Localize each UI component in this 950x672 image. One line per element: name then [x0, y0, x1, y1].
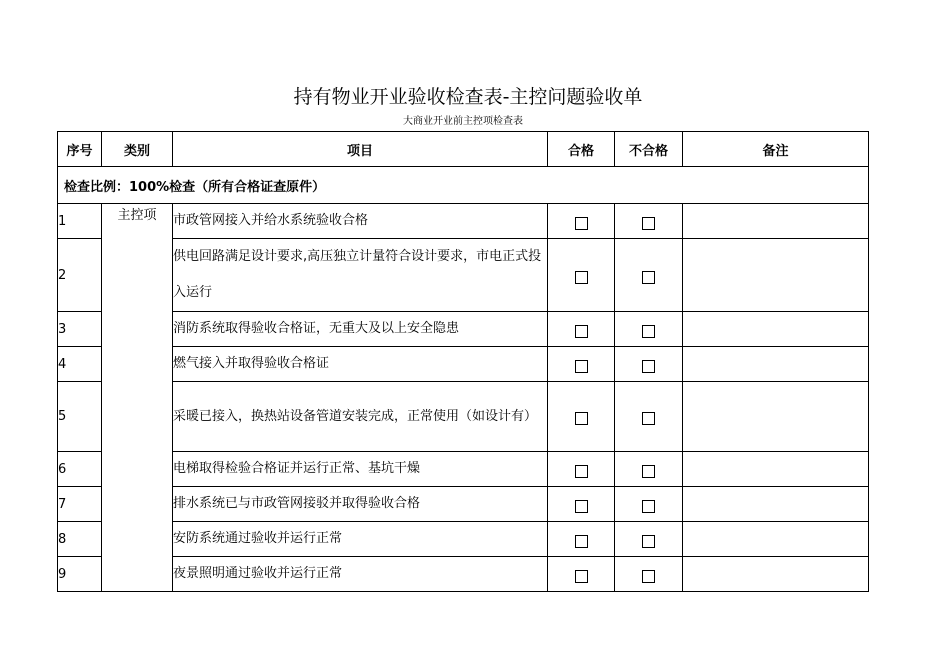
remark-cell[interactable]: [683, 347, 869, 382]
fail-checkbox[interactable]: [642, 412, 655, 425]
remark-cell[interactable]: [683, 522, 869, 557]
fail-cell: [615, 452, 683, 487]
fail-cell: [615, 382, 683, 452]
fail-checkbox[interactable]: [642, 271, 655, 284]
remark-cell[interactable]: [683, 312, 869, 347]
table-row: [58, 239, 869, 312]
row-number: 5: [58, 382, 102, 452]
pass-checkbox[interactable]: [575, 535, 588, 548]
pass-cell: [548, 239, 615, 312]
pass-cell: [548, 347, 615, 382]
remark-cell[interactable]: [683, 204, 869, 239]
fail-cell: [615, 312, 683, 347]
pass-checkbox[interactable]: [575, 412, 588, 425]
table-row: [58, 487, 869, 522]
table-row: [58, 312, 869, 347]
pass-cell: [548, 204, 615, 239]
fail-checkbox[interactable]: [642, 500, 655, 513]
remark-cell[interactable]: [683, 557, 869, 592]
pass-checkbox[interactable]: [575, 325, 588, 338]
remark-cell[interactable]: [683, 239, 869, 312]
header-pass: 合格: [548, 132, 615, 167]
table-row: [58, 522, 869, 557]
pass-checkbox[interactable]: [575, 271, 588, 284]
fail-cell: [615, 522, 683, 557]
pass-cell: [548, 452, 615, 487]
row-number: 6: [58, 452, 102, 487]
pass-cell: [548, 522, 615, 557]
fail-checkbox[interactable]: [642, 465, 655, 478]
fail-checkbox[interactable]: [642, 325, 655, 338]
table-row: [58, 452, 869, 487]
pass-checkbox[interactable]: [575, 217, 588, 230]
item-text: 供电回路满足设计要求,高压独立计量符合设计要求，市电正式投入运行: [173, 239, 548, 312]
document-subtitle: 大商业开业前主控项检查表: [403, 116, 523, 127]
table-row: [58, 204, 869, 239]
header-fail: 不合格: [615, 132, 683, 167]
table-row: [58, 382, 869, 452]
inspection-note: 检查比例：100%检查（所有合格证查原件）: [58, 167, 869, 204]
header-row: [58, 132, 869, 167]
fail-checkbox[interactable]: [642, 570, 655, 583]
fail-cell: [615, 557, 683, 592]
pass-checkbox[interactable]: [575, 465, 588, 478]
row-number: 8: [58, 522, 102, 557]
fail-cell: [615, 204, 683, 239]
item-text: 市政管网接入并给水系统验收合格: [173, 204, 548, 239]
header-item: 项目: [173, 132, 548, 167]
checklist-table: [57, 131, 869, 592]
item-text: 安防系统通过验收并运行正常: [173, 522, 548, 557]
row-number: 7: [58, 487, 102, 522]
fail-checkbox[interactable]: [642, 217, 655, 230]
fail-checkbox[interactable]: [642, 360, 655, 373]
pass-checkbox[interactable]: [575, 360, 588, 373]
remark-cell[interactable]: [683, 452, 869, 487]
row-number: 9: [58, 557, 102, 592]
pass-cell: [548, 312, 615, 347]
header-category: 类别: [102, 132, 173, 167]
pass-cell: [548, 487, 615, 522]
pass-checkbox[interactable]: [575, 570, 588, 583]
pass-cell: [548, 382, 615, 452]
document-title: 持有物业开业验收检查表-主控问题验收单: [293, 86, 643, 108]
category-cell: 主控项: [102, 204, 173, 592]
item-text: 消防系统取得验收合格证，无重大及以上安全隐患: [173, 312, 548, 347]
pass-cell: [548, 557, 615, 592]
pass-checkbox[interactable]: [575, 500, 588, 513]
row-number: 3: [58, 312, 102, 347]
header-seq: 序号: [58, 132, 102, 167]
item-text: 电梯取得检验合格证并运行正常、基坑干燥: [173, 452, 548, 487]
remark-cell[interactable]: [683, 487, 869, 522]
row-number: 2: [58, 239, 102, 312]
row-number: 4: [58, 347, 102, 382]
item-text: 夜景照明通过验收并运行正常: [173, 557, 548, 592]
table-row: [58, 557, 869, 592]
row-number: 1: [58, 204, 102, 239]
item-text: 采暖已接入，换热站设备管道安装完成，正常使用（如设计有）: [173, 382, 548, 452]
fail-cell: [615, 347, 683, 382]
fail-checkbox[interactable]: [642, 535, 655, 548]
item-text: 排水系统已与市政管网接驳并取得验收合格: [173, 487, 548, 522]
fail-cell: [615, 239, 683, 312]
table-row: [58, 347, 869, 382]
header-remark: 备注: [683, 132, 869, 167]
item-text: 燃气接入并取得验收合格证: [173, 347, 548, 382]
remark-cell[interactable]: [683, 382, 869, 452]
inspection-note-row: [58, 167, 869, 204]
fail-cell: [615, 487, 683, 522]
